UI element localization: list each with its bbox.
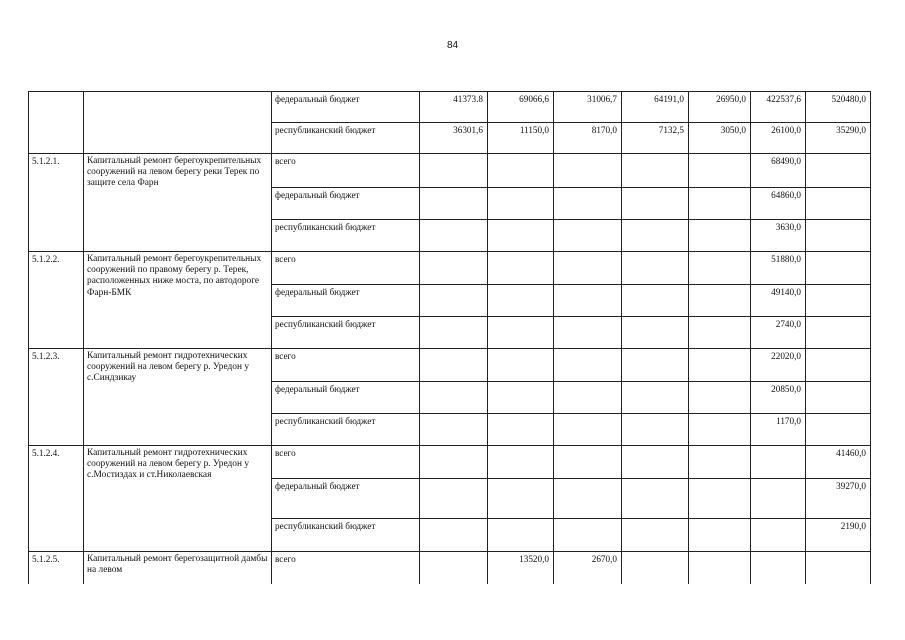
- amount-cell: 68490,0: [751, 154, 806, 188]
- amount-cell: 2670,0: [554, 552, 622, 584]
- amount-cell: 51880,0: [751, 252, 806, 285]
- amount-cell: [689, 317, 751, 349]
- amount-cell: 35290,0: [806, 123, 871, 154]
- amount-cell: [689, 252, 751, 285]
- amount-cell: [689, 349, 751, 382]
- amount-cell: [689, 188, 751, 220]
- amount-cell: [554, 285, 622, 317]
- amount-cell: [806, 220, 871, 252]
- amount-cell: [554, 220, 622, 252]
- amount-cell: 20850,0: [751, 382, 806, 414]
- amount-cell: [689, 446, 751, 479]
- amount-cell: [622, 519, 689, 552]
- amount-cell: [420, 252, 488, 285]
- table-row: [29, 446, 871, 479]
- budget-table-body: [29, 92, 871, 584]
- funding-source-label: федеральный бюджет: [272, 479, 420, 519]
- amount-cell: 3050,0: [689, 123, 751, 154]
- amount-cell: [806, 154, 871, 188]
- funding-source-label: всего: [272, 446, 420, 479]
- amount-cell: 41373.8: [420, 92, 488, 123]
- amount-cell: [488, 382, 554, 414]
- amount-cell: [622, 188, 689, 220]
- amount-cell: [689, 285, 751, 317]
- amount-cell: 26950,0: [689, 92, 751, 123]
- amount-cell: [420, 154, 488, 188]
- amount-cell: [488, 188, 554, 220]
- table-row: [29, 154, 871, 188]
- amount-cell: [622, 285, 689, 317]
- item-description: Капитальный ремонт берегозащитной дамбы на левом: [84, 552, 272, 584]
- amount-cell: 64860,0: [751, 188, 806, 220]
- amount-cell: [420, 446, 488, 479]
- amount-cell: [806, 414, 871, 446]
- funding-source-label: федеральный бюджет: [272, 382, 420, 414]
- funding-source-label: республиканский бюджет: [272, 519, 420, 552]
- amount-cell: 11150,0: [488, 123, 554, 154]
- table-row: [29, 252, 871, 285]
- amount-cell: [806, 252, 871, 285]
- funding-source-label: республиканский бюджет: [272, 123, 420, 154]
- amount-cell: [488, 446, 554, 479]
- amount-cell: [488, 252, 554, 285]
- amount-cell: [689, 154, 751, 188]
- amount-cell: [806, 382, 871, 414]
- amount-cell: 422537,6: [751, 92, 806, 123]
- funding-source-label: республиканский бюджет: [272, 414, 420, 446]
- amount-cell: 64191,0: [622, 92, 689, 123]
- amount-cell: [806, 188, 871, 220]
- amount-cell: [488, 519, 554, 552]
- amount-cell: [689, 414, 751, 446]
- funding-source-label: всего: [272, 154, 420, 188]
- amount-cell: [806, 349, 871, 382]
- amount-cell: [554, 349, 622, 382]
- amount-cell: [488, 220, 554, 252]
- table-row: [29, 349, 871, 382]
- amount-cell: [622, 552, 689, 584]
- amount-cell: 2190,0: [806, 519, 871, 552]
- amount-cell: [488, 154, 554, 188]
- amount-cell: [751, 479, 806, 519]
- item-code: 5.1.2.5.: [29, 552, 84, 584]
- amount-cell: [622, 349, 689, 382]
- amount-cell: 36301,6: [420, 123, 488, 154]
- amount-cell: [554, 188, 622, 220]
- amount-cell: 41460,0: [806, 446, 871, 479]
- funding-source-label: всего: [272, 349, 420, 382]
- amount-cell: 49140,0: [751, 285, 806, 317]
- amount-cell: 3630,0: [751, 220, 806, 252]
- amount-cell: 520480,0: [806, 92, 871, 123]
- amount-cell: [554, 414, 622, 446]
- funding-source-label: всего: [272, 252, 420, 285]
- amount-cell: [420, 220, 488, 252]
- amount-cell: [554, 382, 622, 414]
- amount-cell: 2740,0: [751, 317, 806, 349]
- item-description: Капитальный ремонт берегоукрепительных сооружений на левом берегу реки Терек по защите села Фарн: [84, 154, 272, 252]
- amount-cell: [488, 479, 554, 519]
- amount-cell: 7132,5: [622, 123, 689, 154]
- funding-source-label: федеральный бюджет: [272, 92, 420, 123]
- amount-cell: [806, 552, 871, 584]
- funding-source-label: республиканский бюджет: [272, 220, 420, 252]
- amount-cell: [689, 220, 751, 252]
- item-code: [29, 92, 84, 154]
- funding-source-label: федеральный бюджет: [272, 285, 420, 317]
- amount-cell: [751, 519, 806, 552]
- amount-cell: [689, 519, 751, 552]
- amount-cell: [488, 285, 554, 317]
- amount-cell: [689, 479, 751, 519]
- amount-cell: [420, 519, 488, 552]
- amount-cell: [622, 382, 689, 414]
- amount-cell: [420, 285, 488, 317]
- amount-cell: 26100,0: [751, 123, 806, 154]
- funding-source-label: всего: [272, 552, 420, 584]
- amount-cell: [420, 349, 488, 382]
- table-row: [29, 92, 871, 123]
- amount-cell: [420, 414, 488, 446]
- item-code: 5.1.2.4.: [29, 446, 84, 552]
- amount-cell: [488, 317, 554, 349]
- amount-cell: [554, 519, 622, 552]
- amount-cell: 39270,0: [806, 479, 871, 519]
- amount-cell: [689, 382, 751, 414]
- amount-cell: [488, 414, 554, 446]
- amount-cell: [488, 349, 554, 382]
- amount-cell: 22020,0: [751, 349, 806, 382]
- item-description: Капитальный ремонт берегоукрепительных сооружений по правому берегу р. Терек, расположенных ниже моста, по автодороге Фарн-БМК: [84, 252, 272, 349]
- amount-cell: [622, 414, 689, 446]
- amount-cell: 13520,0: [488, 552, 554, 584]
- amount-cell: [420, 188, 488, 220]
- item-code: 5.1.2.1.: [29, 154, 84, 252]
- amount-cell: [622, 252, 689, 285]
- page-number: 84: [446, 40, 459, 51]
- amount-cell: 8170,0: [554, 123, 622, 154]
- amount-cell: [554, 446, 622, 479]
- amount-cell: [751, 552, 806, 584]
- amount-cell: [554, 154, 622, 188]
- amount-cell: [806, 317, 871, 349]
- amount-cell: [420, 552, 488, 584]
- funding-source-label: федеральный бюджет: [272, 188, 420, 220]
- amount-cell: [751, 446, 806, 479]
- item-code: 5.1.2.3.: [29, 349, 84, 446]
- amount-cell: 1170,0: [751, 414, 806, 446]
- amount-cell: 69066,6: [488, 92, 554, 123]
- amount-cell: [420, 317, 488, 349]
- amount-cell: [554, 317, 622, 349]
- table-row: [29, 552, 871, 584]
- amount-cell: [420, 479, 488, 519]
- item-description: [84, 92, 272, 154]
- amount-cell: [622, 317, 689, 349]
- funding-source-label: республиканский бюджет: [272, 317, 420, 349]
- budget-table: [28, 91, 871, 584]
- amount-cell: [622, 479, 689, 519]
- amount-cell: [622, 446, 689, 479]
- item-description: Капитальный ремонт гидротехнических сооружений на левом берегу р. Уредон у с.Синдзикау: [84, 349, 272, 446]
- amount-cell: [689, 552, 751, 584]
- amount-cell: [622, 154, 689, 188]
- amount-cell: [554, 252, 622, 285]
- amount-cell: [420, 382, 488, 414]
- item-description: Капитальный ремонт гидротехнических сооружений на левом берегу р. Уредон у с.Мостиздах и ст.Николаевская: [84, 446, 272, 552]
- amount-cell: [806, 285, 871, 317]
- amount-cell: [554, 479, 622, 519]
- item-code: 5.1.2.2.: [29, 252, 84, 349]
- amount-cell: [622, 220, 689, 252]
- amount-cell: 31006,7: [554, 92, 622, 123]
